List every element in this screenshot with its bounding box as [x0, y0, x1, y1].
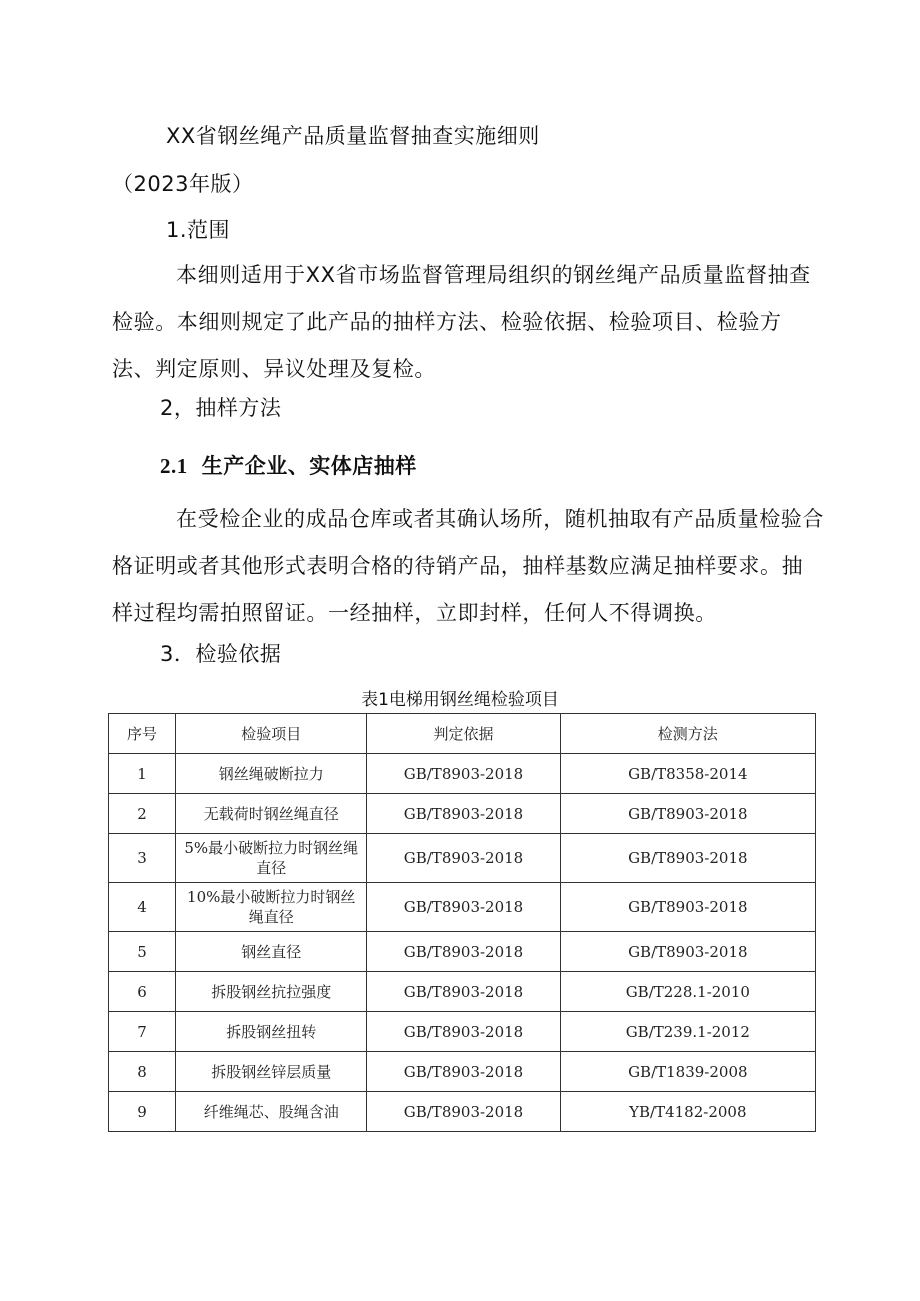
cell-no: 6	[109, 972, 176, 1012]
table-row	[109, 972, 816, 1012]
section-2-1-title: 生产企业、实体店抽样	[201, 453, 417, 478]
cell-no: 4	[109, 883, 176, 932]
cell-item: 拆股钢丝扭转	[176, 1012, 367, 1052]
cell-item: 拆股钢丝锌层质量	[176, 1052, 367, 1092]
cell-item: 纤维绳芯、股绳含油	[176, 1092, 367, 1132]
cell-item: 拆股钢丝抗拉强度	[176, 972, 367, 1012]
cell-no: 7	[109, 1012, 176, 1052]
cell-method: GB/T228.1-2010	[560, 972, 815, 1012]
cell-basis: GB/T8903-2018	[367, 794, 560, 834]
cell-basis: GB/T8903-2018	[367, 1092, 560, 1132]
table-row	[109, 1012, 816, 1052]
table-row	[109, 1052, 816, 1092]
cell-method: GB/T1839-2008	[560, 1052, 815, 1092]
cell-method: GB/T239.1-2012	[560, 1012, 815, 1052]
table-caption: 表1电梯用钢丝绳检验项目	[361, 690, 559, 710]
section-2-1-paragraph: 在受检企业的成品仓库或者其确认场所，随机抽取有产品质量检验合格证明或者其他形式表明合格的待销产品，抽样基数应满足抽样要求。抽样过程均需拍照留证。一经抽样，立即封样，任何人不得调换。	[112, 507, 824, 625]
table-row	[109, 794, 816, 834]
header-method: 检测方法	[560, 714, 815, 754]
cell-item: 5%最小破断拉力时钢丝绳直径	[176, 834, 367, 883]
cell-method: YB/T4182-2008	[560, 1092, 815, 1132]
table-row	[109, 1092, 816, 1132]
cell-method: GB/T8903-2018	[560, 932, 815, 972]
header-basis: 判定依据	[367, 714, 560, 754]
inspection-items-table	[108, 713, 816, 1132]
table-row	[109, 834, 816, 883]
cell-method: GB/T8358-2014	[560, 754, 815, 794]
cell-method: GB/T8903-2018	[560, 794, 815, 834]
cell-basis: GB/T8903-2018	[367, 754, 560, 794]
cell-basis: GB/T8903-2018	[367, 834, 560, 883]
cell-basis: GB/T8903-2018	[367, 883, 560, 932]
cell-item: 无载荷时钢丝绳直径	[176, 794, 367, 834]
cell-no: 5	[109, 932, 176, 972]
cell-basis: GB/T8903-2018	[367, 932, 560, 972]
table-row	[109, 883, 816, 932]
cell-item: 10%最小破断拉力时钢丝绳直径	[176, 883, 367, 932]
cell-no: 2	[109, 794, 176, 834]
cell-item: 钢丝绳破断拉力	[176, 754, 367, 794]
section-2-1-heading	[160, 452, 417, 480]
cell-basis: GB/T8903-2018	[367, 1052, 560, 1092]
cell-item: 钢丝直径	[176, 932, 367, 972]
section-2-heading: 2，抽样方法	[160, 396, 282, 420]
table-row	[109, 932, 816, 972]
document-edition: （2023年版）	[112, 172, 254, 196]
cell-basis: GB/T8903-2018	[367, 972, 560, 1012]
header-item: 检验项目	[176, 714, 367, 754]
table-header-row	[109, 714, 816, 754]
header-no: 序号	[109, 714, 176, 754]
section-2-1-number: 2.1	[160, 454, 188, 478]
cell-no: 3	[109, 834, 176, 883]
document-title: XX省钢丝绳产品质量监督抽查实施细则	[166, 124, 540, 148]
cell-no: 8	[109, 1052, 176, 1092]
cell-method: GB/T8903-2018	[560, 834, 815, 883]
cell-basis: GB/T8903-2018	[367, 1012, 560, 1052]
cell-no: 1	[109, 754, 176, 794]
section-1-heading: 1.范围	[166, 218, 231, 242]
cell-no: 9	[109, 1092, 176, 1132]
cell-method: GB/T8903-2018	[560, 883, 815, 932]
section-1-paragraph: 本细则适用于XX省市场监督管理局组织的钢丝绳产品质量监督抽查检验。本细则规定了此产品的抽样方法、检验依据、检验项目、检验方法、判定原则、异议处理及复检。	[112, 263, 811, 381]
table-row	[109, 754, 816, 794]
section-3-heading: 3．检验依据	[160, 642, 282, 666]
